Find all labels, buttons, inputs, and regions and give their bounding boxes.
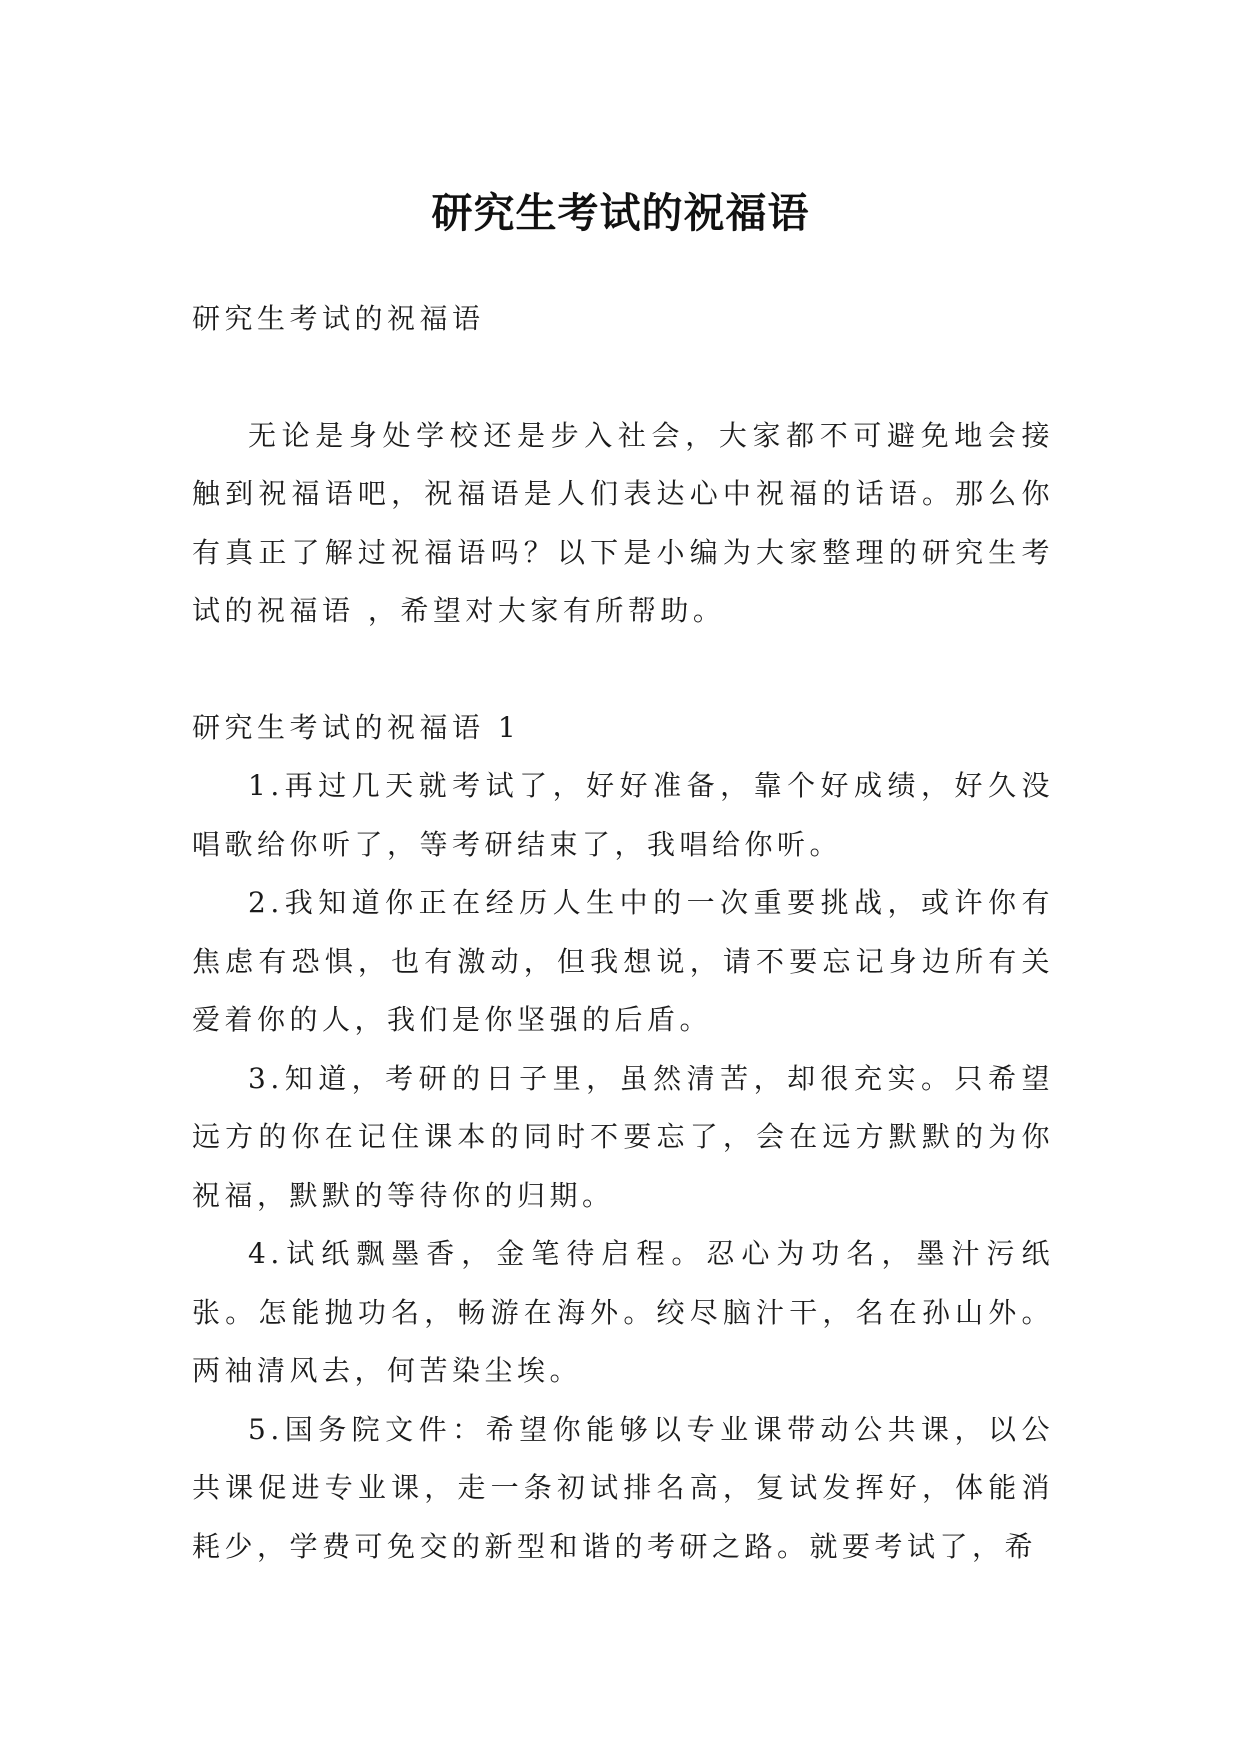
list-item: 1.再过几天就考试了，好好准备，靠个好成绩，好久没唱歌给你听了，等考研结束了，我唱给你听。 bbox=[192, 769, 1054, 861]
list-item: 4.试纸飘墨香，金笔待启程。忍心为功名，墨汁污纸张。怎能抛功名，畅游在海外。绞尽脑汁干，名在孙山外。两袖清风去，何苦染尘埃。 bbox=[192, 1237, 1054, 1387]
document-body bbox=[192, 290, 1054, 1576]
list-item: 3.知道，考研的日子里，虽然清苦，却很充实。只希望远方的你在记住课本的同时不要忘了，会在远方默默的为你祝福，默默的等待你的归期。 bbox=[192, 1061, 1054, 1212]
list-item: 2.我知道你正在经历人生中的一次重要挑战，或许你有焦虑有恐惧，也有激动，但我想说，请不要忘记身边所有关爱着你的人，我们是你坚强的后盾。 bbox=[192, 886, 1054, 1036]
list-item: 5.国务院文件：希望你能够以专业课带动公共课，以公共课促进专业课，走一条初试排名高，复试发挥好，体能消耗少，学费可免交的新型和谐的考研之路。就要考试了，希 bbox=[192, 1412, 1054, 1563]
document-title: 研究生考试的祝福语 bbox=[431, 189, 810, 238]
document-subtitle: 研究生考试的祝福语 bbox=[192, 302, 485, 335]
intro-paragraph: 无论是身处学校还是步入社会，大家都不可避免地会接触到祝福语吧，祝福语是人们表达心中祝福的话语。那么你有真正了解过祝福语吗？以下是小编为大家整理的研究生考试的祝福语 ，希望对大家有所帮助。 bbox=[192, 418, 1054, 627]
section-heading: 研究生考试的祝福语 1 bbox=[192, 710, 521, 744]
